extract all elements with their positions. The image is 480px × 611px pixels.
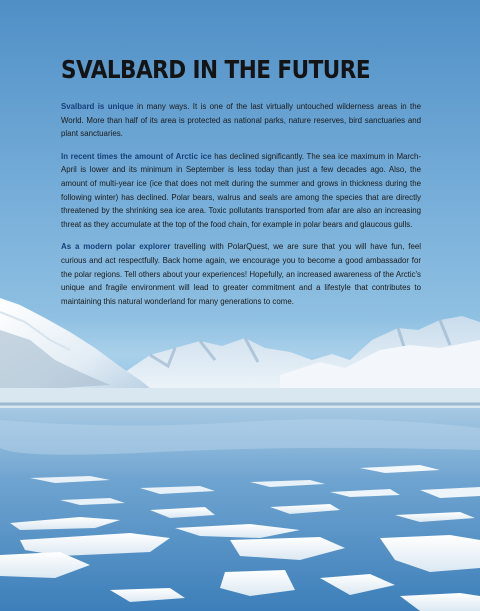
paragraph-arctic-ice <box>61 150 421 232</box>
paragraph-lead: As a modern polar explorer <box>61 242 171 252</box>
paragraph-body: travelling with PolarQuest, we are sure that you will have fun, feel curious and act respectfully. Back home again, we encourage you to become a good ambassador for the polar regions. Tell others about your experiences! Hopefully, an increased awareness of the Arctic's unique and fragile environment will lead to greater commitment and a lifestyle that contributes to maintaining this natural wonderland for many generations to come. <box>61 242 421 306</box>
paragraph-lead: In recent times the amount of Arctic ice <box>61 151 212 161</box>
paragraph-lead: Svalbard is unique <box>61 102 134 111</box>
paragraph-body: in many ways. It is one of the last virtually untouched wilderness areas in the World. More than half of its area is protected as national parks, nature reserves, bird sanctuaries and plant sanctuaries. <box>61 102 421 139</box>
paragraph-polar-explorer <box>61 240 421 308</box>
paragraph-body: has declined significantly. The sea ice maximum in March-April is lower and its minimum in September is less today than just a few decades ago. Also, the amount of multi-year ice (ice that does not melt during the summer and grows in thickness during the following winter) has declined. Polar bears, walrus and seals are among the species that are directly threatened by the shrinking sea ice area. Toxic pollutants transported from afar are also an increasing threat as they accumulate at the top of the food chain, for example in polar bears and glaucous gulls. <box>61 151 421 229</box>
paragraph-svalbard-unique <box>61 100 421 141</box>
article <box>61 55 421 317</box>
page-title: SVALBARD IN THE FUTURE <box>61 55 371 84</box>
